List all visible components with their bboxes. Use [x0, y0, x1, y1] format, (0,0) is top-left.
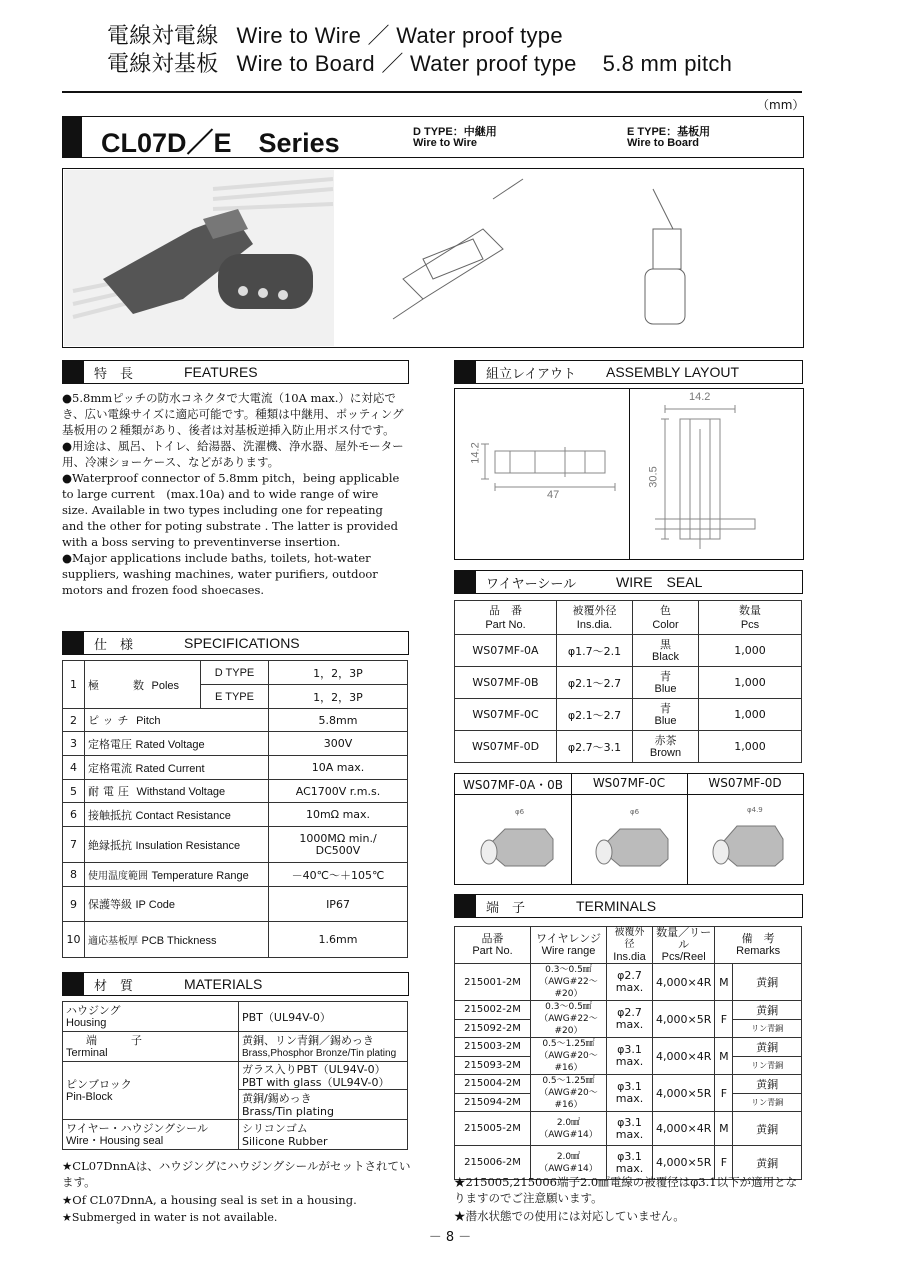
col-jp: 品番 [481, 932, 504, 945]
material-value: 黄銅/錫めっき [242, 1091, 312, 1105]
spec-sub-type: E TYPE [201, 685, 269, 709]
e-type-en: Wire to Board [627, 137, 700, 149]
material-en: Terminal [66, 1046, 108, 1059]
series-banner [62, 116, 804, 158]
material-jp: 端 子 [86, 1033, 146, 1047]
spec-jp: 接触抵抗 [88, 808, 132, 822]
note: ★Of CL07DnnA, a housing seal is set in a housing. [62, 1193, 357, 1207]
material-value: PBT with glass（UL94V-0） [242, 1075, 390, 1089]
table-row [63, 803, 408, 827]
header-jp: ワイヤーシール [486, 576, 577, 592]
material-en: Housing [66, 1016, 107, 1029]
title-jp: 電線対電線 [107, 23, 219, 48]
material-value: Brass/Tin plating [242, 1104, 334, 1118]
remark: 黄銅 [733, 1146, 802, 1180]
table-row [455, 1075, 802, 1094]
pcs: 1,000 [699, 699, 802, 731]
assembly-drawing-lines [455, 389, 803, 559]
col-jp: 備 考 [741, 932, 775, 945]
ins-dia: φ2.7 [617, 969, 642, 982]
table-row [455, 731, 802, 763]
terminals-header [454, 894, 803, 918]
pcs-reel: 4,000×4R [653, 964, 715, 1001]
color-en: Blue [654, 682, 677, 695]
e-type-jp: E TYPE：基板用 [627, 126, 711, 138]
spec-jp: ピッチ [88, 714, 133, 727]
col-en: Wire range [541, 945, 596, 957]
pcs-reel: 4,000×4R [653, 1112, 715, 1146]
pic-labels [455, 774, 803, 795]
series-name: CL07D／E Series [101, 128, 340, 158]
d-type-jp: D TYPE：中継用 [413, 126, 497, 138]
note: ★CL07DnnAは、ハウジングにハウジングシールがセットされています。 [62, 1159, 411, 1189]
pcs: 1,000 [699, 667, 802, 699]
material-value: 黄銅、リン青銅／錫めっき [242, 1033, 374, 1047]
header-jp: 仕 様 [94, 637, 134, 653]
part-no: 215093-2M [455, 1056, 531, 1075]
title-line-2 [107, 50, 732, 78]
col-jp: 数量／リール [656, 926, 712, 951]
col-en: Ins.dia [613, 951, 646, 963]
dim-total: 30.5 [647, 466, 660, 488]
spec-sub-type: D TYPE [201, 661, 269, 685]
spec-value: 1，2，3P [269, 685, 408, 709]
pic-dim: φ6 [630, 808, 640, 816]
title-en: Wire to Board ／ Water proof type [236, 51, 577, 76]
mf-type: M [715, 1038, 733, 1075]
table-row [63, 1120, 408, 1150]
mf-type: F [715, 1146, 733, 1180]
dim-height: 14.2 [469, 442, 482, 464]
col-jp: 数量 [739, 603, 761, 617]
part-no: 215002-2M [455, 1001, 531, 1020]
part-no: 215006-2M [455, 1146, 531, 1180]
pcs-reel: 4,000×5R [653, 1146, 715, 1180]
spec-en: IP Code [135, 899, 176, 911]
color-jp: 青 [660, 701, 671, 715]
header-en: FEATURES [184, 364, 258, 380]
ins-max: max. [615, 1161, 644, 1175]
note: ★215005,215006端子2.0㎟電線の被覆径はφ3.1以下が適用となりますのでご注意願います。 [454, 1175, 798, 1205]
header-en: MATERIALS [184, 976, 263, 992]
spec-no: 5 [63, 780, 85, 803]
spec-jp: 絶縁抵抗 [88, 838, 132, 852]
wire-range: 2.0㎟ [556, 1117, 581, 1128]
header-block [454, 571, 476, 593]
material-en: Wire・Housing seal [66, 1134, 164, 1147]
remark: 黄銅 [733, 964, 802, 1001]
spec-no: 2 [63, 709, 85, 732]
spec-value: 300V [269, 732, 408, 756]
table-row [455, 1038, 802, 1057]
table-row [63, 661, 408, 685]
spec-value: 1，2，3P [269, 661, 408, 685]
spec-no: 6 [63, 803, 85, 827]
assembly-drawing [454, 388, 804, 560]
pic-label: WS07MF-0D [708, 776, 782, 790]
spec-value: AC1700V r.m.s. [269, 780, 408, 803]
spec-value: 1000MΩ min./ DC500V [269, 827, 408, 863]
material-value: PBT（UL94V-0） [239, 1002, 408, 1032]
color-jp: 青 [660, 669, 671, 683]
spec-en: Pitch [136, 715, 161, 727]
spec-en: Poles [151, 679, 180, 692]
header-jp: 材 質 [94, 978, 134, 994]
spec-value: 10mΩ max. [269, 803, 408, 827]
materials-notes [62, 1158, 412, 1226]
col-jp: ワイヤレンジ [535, 932, 601, 945]
header-block [454, 361, 476, 383]
header-jp: 特 長 [94, 366, 134, 382]
spec-no: 8 [63, 863, 85, 887]
table-row [455, 667, 802, 699]
spec-no: 10 [63, 922, 85, 958]
wire-seal-pictures [454, 773, 804, 885]
wire-awg: （AWG#22～#20） [539, 977, 598, 999]
remark: 黄銅 [733, 1112, 802, 1146]
part-no: 215005-2M [455, 1112, 531, 1146]
col-en: Pcs [740, 618, 760, 631]
spec-en: Withstand Voltage [136, 786, 226, 798]
table-row [63, 1062, 408, 1090]
spec-no: 7 [63, 827, 85, 863]
part-no: 215092-2M [455, 1019, 531, 1038]
material-jp: ハウジング [66, 1003, 121, 1017]
wire-awg: （AWG#14） [539, 1163, 598, 1174]
pcs-reel: 4,000×4R [653, 1038, 715, 1075]
col-en: Part No. [472, 945, 513, 957]
wire-seal-table [454, 600, 802, 763]
ins-dia: φ3.1 [617, 1043, 642, 1056]
ins-max: max. [615, 1055, 644, 1068]
table-row [455, 1001, 802, 1020]
part-no: 215004-2M [455, 1075, 531, 1094]
table-row [63, 1032, 408, 1062]
ins-dia: φ1.7～2.1 [557, 635, 633, 667]
col-en: Remarks [736, 945, 781, 957]
spec-value: 1.6mm [269, 922, 408, 958]
spec-jp: 適応基板厚 [88, 936, 138, 947]
mf-type: F [715, 1001, 733, 1038]
spec-value: －40℃～＋105℃ [269, 863, 408, 887]
title-rule [62, 91, 802, 93]
table-row [455, 1112, 802, 1146]
part-no: 215003-2M [455, 1038, 531, 1057]
materials-table [62, 1001, 408, 1150]
remark: 黄銅 [733, 1001, 802, 1020]
color-jp: 赤茶 [654, 733, 677, 747]
ins-max: max. [615, 981, 644, 994]
title-line-1 [107, 22, 563, 50]
header-block [454, 895, 476, 917]
terminals-table [454, 926, 802, 1180]
features-header [62, 360, 409, 384]
terminals-notes [454, 1174, 804, 1224]
table-row [455, 699, 802, 731]
col-jp: 被覆外径 [614, 927, 645, 950]
banner-block [62, 116, 82, 158]
unit-label: （mm） [757, 98, 805, 112]
remark: 黄銅 [733, 1075, 802, 1094]
table-row [63, 922, 408, 958]
page-number: － 8 － [428, 1230, 472, 1245]
spec-value: 10A max. [269, 756, 408, 780]
ins-max: max. [615, 1127, 644, 1141]
title-pitch: 5.8 mm pitch [602, 51, 733, 76]
spec-en: Temperature Range [151, 870, 249, 882]
pic-dim: φ4.9 [747, 806, 763, 814]
color-en: Blue [654, 714, 677, 727]
mf-type: F [715, 1075, 733, 1112]
header-en: ASSEMBLY LAYOUT [606, 364, 740, 380]
spec-jp: 定格電圧 [88, 737, 132, 751]
ins-max: max. [615, 1092, 644, 1105]
material-jp: ワイヤー・ハウジングシール [66, 1121, 208, 1135]
col-en: Part No. [485, 618, 526, 631]
material-value: シリコンゴム [242, 1121, 308, 1135]
remark: リン青銅 [733, 1093, 802, 1112]
material-en: Pin-Block [66, 1090, 113, 1103]
wire-range: 0.3～0.5㎟ [545, 965, 592, 975]
color-en: Black [652, 650, 679, 663]
remark: 黄銅 [733, 1038, 802, 1057]
spec-no: 1 [63, 661, 85, 709]
header-en: TERMINALS [576, 898, 657, 914]
part-no: WS07MF-0C [455, 699, 557, 731]
color-en: Brown [649, 746, 682, 759]
spec-jp: 使用温度範囲 [88, 871, 148, 882]
wire-awg: （AWG#20～#16） [539, 1088, 598, 1110]
spec-no: 4 [63, 756, 85, 780]
wire-range: 2.0㎟ [556, 1151, 581, 1162]
product-photo [62, 168, 804, 348]
table-row [455, 964, 802, 1001]
wire-awg: （AWG#20～#16） [539, 1051, 598, 1073]
pcs: 1,000 [699, 731, 802, 763]
note: ★潜水状態での使用には対応していません。 [454, 1209, 685, 1223]
ins-dia: φ2.1～2.7 [557, 667, 633, 699]
table-row [63, 732, 408, 756]
part-no: 215001-2M [455, 964, 531, 1001]
color-jp: 黒 [660, 637, 671, 651]
table-row [63, 709, 408, 732]
wire-range: 0.5～1.25㎟ [542, 1076, 595, 1086]
spec-jp: 極 数 [88, 678, 148, 692]
spec-no: 3 [63, 732, 85, 756]
specs-header [62, 631, 409, 655]
spec-en: PCB Thickness [141, 935, 217, 947]
spec-en: Contact Resistance [135, 809, 231, 822]
ins-dia: φ3.1 [617, 1115, 642, 1129]
spec-en: Insulation Resistance [135, 839, 241, 852]
part-no: WS07MF-0B [455, 667, 557, 699]
assembly-header [454, 360, 803, 384]
dim-width: 14.2 [689, 391, 711, 403]
table-row [455, 601, 802, 635]
header-block [62, 361, 84, 383]
spec-jp: 耐電圧 [88, 785, 133, 798]
note: ★Submerged in water is not available. [62, 1211, 278, 1224]
wire-range: 0.5～1.25㎟ [542, 1039, 595, 1049]
dim-length: 47 [547, 489, 560, 501]
table-row [63, 756, 408, 780]
table-row [63, 827, 408, 863]
table-row [63, 863, 408, 887]
pic-label: WS07MF-0A・0B [462, 778, 564, 792]
ins-dia: φ3.1 [617, 1149, 642, 1163]
ins-dia: φ2.7～3.1 [557, 731, 633, 763]
spec-en: Rated Current [135, 762, 205, 775]
feature-bullet: ●Major applications include baths, toilets, hot-water suppliers, washing machines, water purifiers, outdoor motors and frozen food shoecases. [62, 551, 378, 597]
col-en: Color [652, 618, 679, 631]
pic-label: WS07MF-0C [592, 776, 666, 790]
table-row [63, 1002, 408, 1032]
col-jp: 色 [660, 603, 671, 617]
wire-range: 0.3～0.5㎟ [545, 1002, 592, 1012]
col-en: Ins.dia. [576, 618, 613, 631]
specs-table [62, 660, 408, 958]
table-row [63, 887, 408, 922]
spec-en: Rated Voltage [135, 738, 205, 751]
table-row [455, 927, 802, 964]
header-jp: 組立レイアウト [486, 366, 576, 382]
spec-jp: 定格電流 [88, 761, 132, 775]
spec-value: 5.8mm [269, 709, 408, 732]
pic-dim: φ6 [515, 808, 525, 816]
part-no: 215094-2M [455, 1093, 531, 1112]
material-value: Silicone Rubber [242, 1134, 328, 1148]
wire-seal-header [454, 570, 803, 594]
mf-type: M [715, 1112, 733, 1146]
pcs-reel: 4,000×5R [653, 1075, 715, 1112]
col-en: Pcs/Reel [661, 951, 706, 963]
col-jp: 品 番 [489, 603, 522, 617]
mf-type: M [715, 964, 733, 1001]
title-en: Wire to Wire ／ Water proof type [236, 23, 563, 48]
feature-bullet: ●5.8mmピッチの防水コネクタで大電流（10A max.）に対応でき、広い電線サイズに適応可能です。種類は中継用、ポッティング基板用の２種類があり、後者は対基板逆挿入防止用ボス付です。 [62, 391, 404, 437]
features-text [62, 390, 408, 598]
remark: リン青銅 [733, 1056, 802, 1075]
header-en: WIRE SEAL [616, 574, 703, 590]
material-jp: ピンブロック [66, 1077, 132, 1091]
part-no: WS07MF-0D [455, 731, 557, 763]
table-row [455, 635, 802, 667]
col-jp: 被覆外径 [572, 603, 617, 617]
materials-header [62, 972, 409, 996]
part-no: WS07MF-0A [455, 635, 557, 667]
title-jp: 電線対基板 [107, 51, 219, 76]
remark: リン青銅 [733, 1019, 802, 1038]
header-block [62, 973, 84, 995]
material-value: Brass,Phosphor Bronze/Tin plating [242, 1047, 397, 1059]
wire-awg: （AWG#22～#20） [539, 1014, 598, 1036]
feature-bullet: ●用途は、風呂、トイレ、給湯器、洗濯機、浄水器、屋外モーター用、冷凍ショーケース、などがあります。 [62, 439, 404, 469]
d-type-en: Wire to Wire [413, 137, 477, 149]
spec-no: 9 [63, 887, 85, 922]
header-en: SPECIFICATIONS [184, 635, 300, 651]
pcs: 1,000 [699, 635, 802, 667]
pcs-reel: 4,000×5R [653, 1001, 715, 1038]
spec-jp: 保護等級 [88, 898, 132, 911]
spec-value: IP67 [269, 887, 408, 922]
material-value: ガラス入りPBT（UL94V-0） [242, 1062, 386, 1076]
connector-photo-illustration [63, 169, 803, 347]
wire-awg: （AWG#14） [539, 1129, 598, 1140]
feature-bullet: ●Waterproof connector of 5.8mm pitch，being applicable to large current (max.10a) and to wide range of wire size. Available in two types including one for repeating and the other for poting substrate . The latter is provided with a boss serving to preventinverse insertion. [62, 471, 400, 549]
ins-dia: φ2.7 [617, 1006, 642, 1019]
header-jp: 端 子 [486, 900, 526, 916]
table-row [63, 780, 408, 803]
ins-dia: φ2.1～2.7 [557, 699, 633, 731]
header-block [62, 632, 84, 654]
ins-max: max. [615, 1018, 644, 1031]
ins-dia: φ3.1 [617, 1080, 642, 1093]
